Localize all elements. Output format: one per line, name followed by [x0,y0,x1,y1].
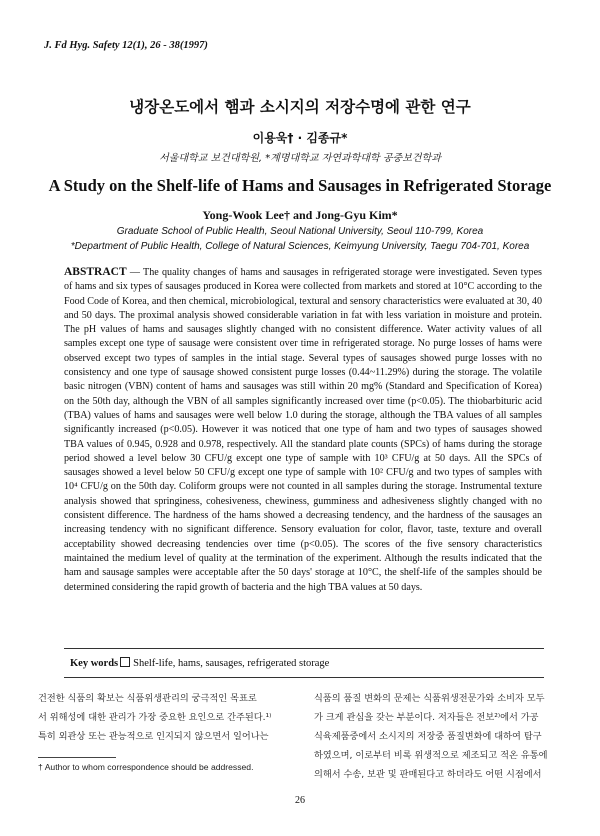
footnote: † Author to whom correspondence should be addressed. [38,762,254,772]
english-title: A Study on the Shelf-life of Hams and Sausages in Refrigerated Storage [48,176,552,195]
body-line: 하였으며, 이로부터 비록 위생적으로 제조되고 적온 유통에 [314,750,548,761]
keywords [70,657,329,669]
body-left-column [38,689,290,746]
body-line: 식품의 품질 변화의 문제는 식품위생전문가와 소비자 모두 [314,693,545,704]
abstract-body: The quality changes of hams and sausages in refrigerated storage were investigated. Seven types of hams and six types of sausages produced in Korea were collected from markets and stored at 10°C according to the Food Code of Korea, and then chemical, microbiological, textural and sensory characteristics were evaluated at 30, 40 and 50 days. The proximal analysis showed considerable variation in fat with less variation in moisture and protein. The pH values of hams and sausages slightly changed with no consistent difference. Water activity values of all samples except one type of sausage were consistent over time in refrigerated storage. No purge losses of hams were observed except two types of samples in the intial stage. Several types of sausages showed purge losses with no consistency and one type of sausage showed consistent purge losses (0.44~11.29%) during the storage. The volatile basic nitrogen (VBN) content of hams and sausages was still within 20 mg% (Standard and Specification of Korea) on the 50th day, although the VBN of all samples significantly increased over time (p<0.05). The thiobarbituric acid (TBA) values of hams and sausages were well below 1.0 during the storage, although the TBA values of all samples significantly increased (p<0.05). However it was noticed that one type of ham and two types of sausages showed TBA values of 0.945, 0.928 and 0.978, respectively. All the standard plate counts (SPCs) of hams during the storage period showed a level below 30 CFU/g except one type of sample with 10³ CFU/g at 50 days. All the SPCs of sausages showed a level below 50 CFU/g except one type of sample with 10² CFU/g and two types of samples with 10⁴ CFU/g on the 50th day. Coliform groups were not counted in all samples during the storage. Instrumental texture analysis showed that springiness, cohesiveness, chewiness, gumminess and adhesiveness slightly changed with no consistent difference. The hardness of the hams showed a decreasing tendency, and the hardness of the sausages an increasing tendency with no significant difference. Sensory evaluation for color, flavor, taste, texture and overall acceptability showed decreasing tendencies over time (p<0.05). The scores of the five sensory characteristics maintained the medium level of quality at the termination of the experiment. Although the results indicated that the ham and sausage samples were acceptable after the 50 days' storage at 10°C, the shelf-life of the samples should be determined considering the rapid growth of bacteria and the high TBA values at 50 days. [64,267,542,593]
body-line: 식육제품중에서 소시지의 저장중 품질변화에 대하여 탐구 [314,731,542,742]
korean-title: 냉장온도에서 햄과 소시지의 저장수명에 관한 연구 [129,98,471,116]
body-line: 건전한 식품의 확보는 식품위생관리의 궁극적인 목표로 [38,693,257,704]
body-line: 가 크게 관심을 갖는 부분이다. 저자들은 전보²⁾에서 가공 [314,712,539,723]
body-line: 서 위해성에 대한 관리가 가장 중요한 요인으로 간주된다.¹⁾ [38,712,272,723]
abstract-label: ABSTRACT [64,266,127,278]
page-number: 26 [295,795,305,806]
korean-authors: 이용욱† · 김종규* [252,131,348,145]
keywords-rule-bottom [64,677,544,678]
affiliation-1: Graduate School of Public Health, Seoul National University, Seoul 110-799, Korea [116,226,484,237]
affiliation-2: *Department of Public Health, College of Natural Sciences, Keimyung University, Taegu 704-701, Korea [70,241,530,252]
body-line: 의해서 수송, 보관 및 판매된다고 하더라도 어떤 시점에서 [314,769,542,780]
checkbox-square-icon [120,657,130,667]
abstract [64,265,542,595]
keywords-label: Key words [70,658,119,669]
footnote-rule [38,757,116,758]
keywords-text: Shelf-life, hams, sausages, refrigerated storage [133,658,330,669]
body-line: 특히 외관상 또는 관능적으로 인지되지 않으면서 일어나는 [38,731,269,742]
english-authors: Yong-Wook Lee† and Jong-Gyu Kim* [202,208,398,222]
journal-citation: J. Fd Hyg. Safety 12(1), 26 - 38(1997) [44,40,208,51]
keywords-rule-top [64,648,544,649]
abstract-dash: — [126,267,144,278]
body-right-column [314,689,566,784]
korean-affiliation: 서울대학교 보건대학원, *계명대학교 자연과학대학 공중보건학과 [159,153,441,164]
